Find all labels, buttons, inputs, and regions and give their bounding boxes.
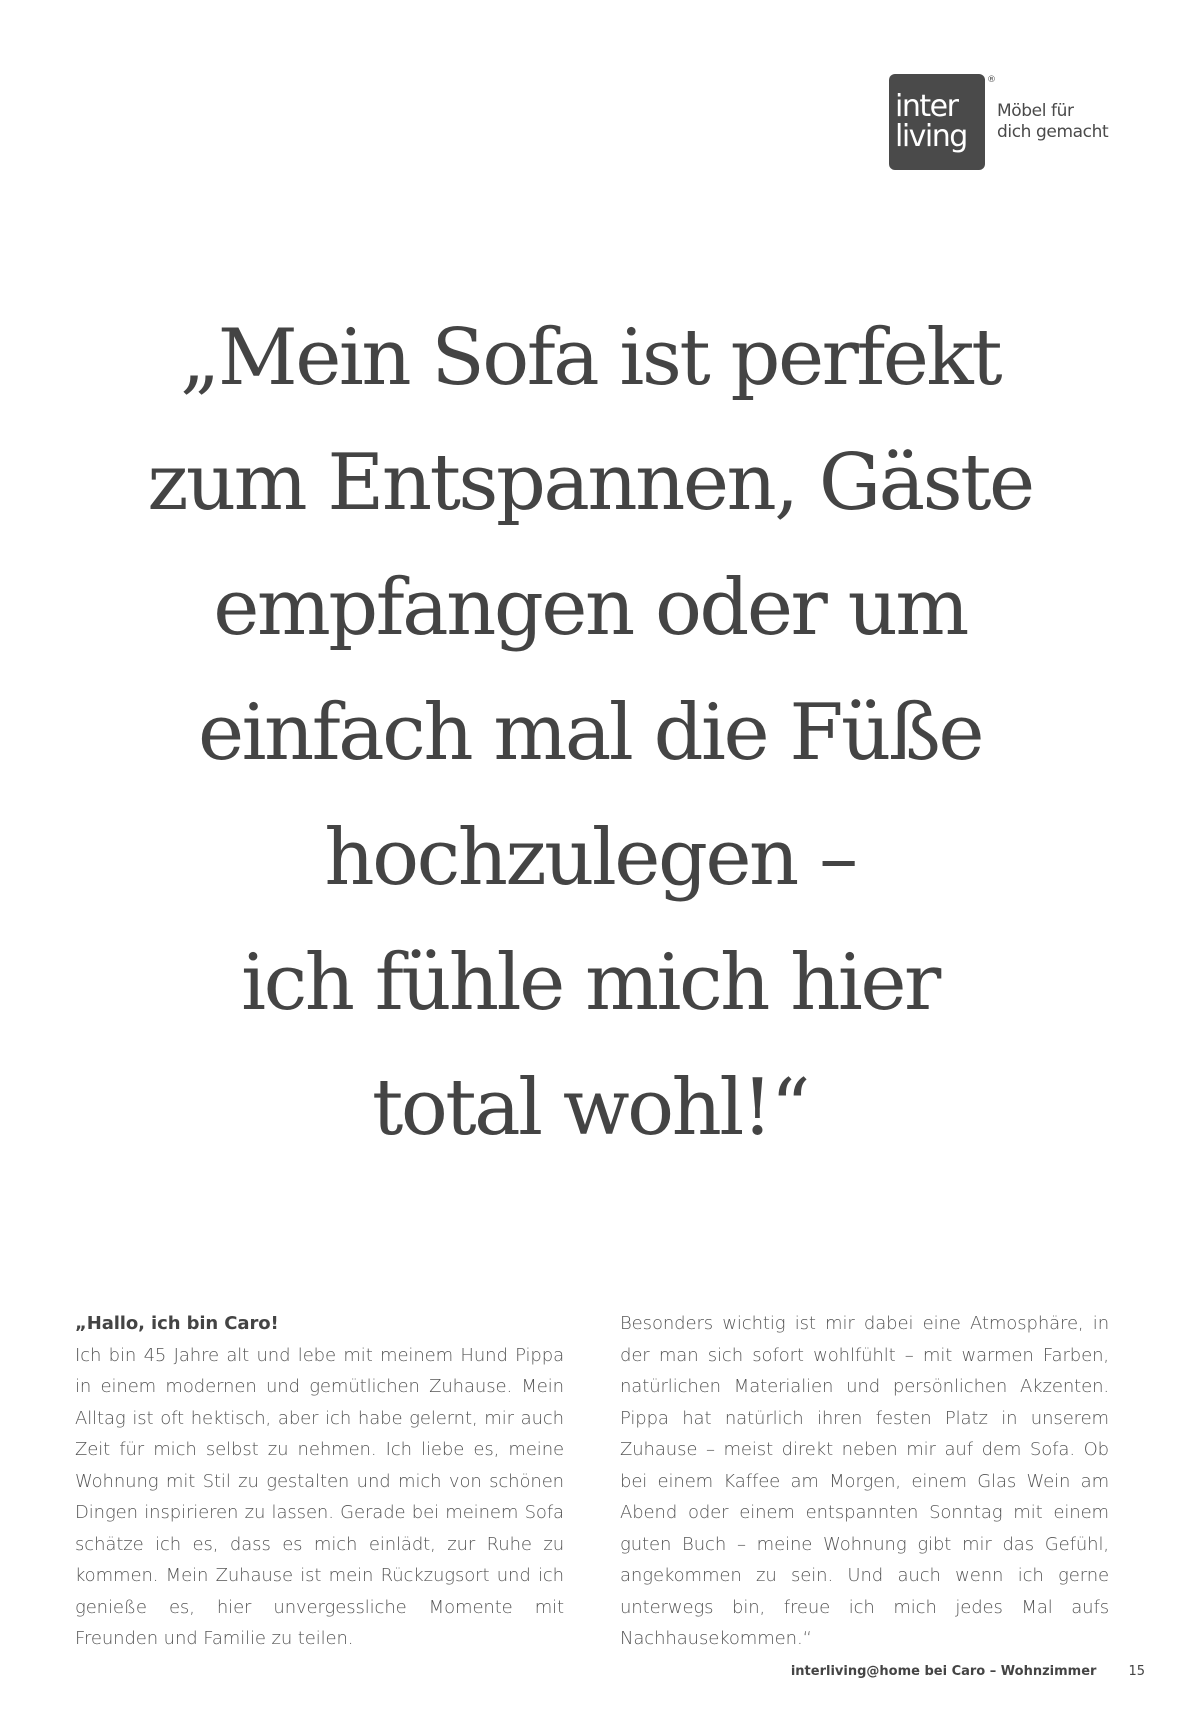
page-footer	[791, 1664, 1145, 1679]
quote-line: total wohl!“	[371, 1063, 809, 1153]
quote-line: zum Entspannen, Gäste	[147, 438, 1033, 528]
greeting-heading: „Hallo, ich bin Caro!	[75, 1313, 279, 1334]
logo-mark	[889, 74, 996, 170]
interliving-logo	[889, 74, 1108, 170]
logo-word-living: living	[895, 119, 967, 154]
pull-quote	[90, 296, 1090, 1171]
body-column-left	[75, 1308, 564, 1655]
quote-line: hochzulegen –	[324, 813, 856, 903]
logo-word-inter: inter	[895, 89, 958, 124]
body-text-right: Besonders wichtig ist mir dabei eine Atmosphäre, in der man sich sofort wohlfühlt – mit warmen Farben, natürlichen Materialien und persönlichen Akzenten. Pippa hat natürlich ihren festen Platz in unserem Zuhause – meist direkt neben mir auf dem Sofa. Ob bei einem Kaffee am Morgen, einem Glas Wein am Abend oder einem entspannten Sonntag mit einem guten Buch – meine Wohnung gibt mir das Gefühl, angekommen zu sein. Und auch wenn ich gerne unterwegs bin, freue ich mich jedes Mal aufs Nachhausekommen.“	[620, 1313, 1109, 1649]
quote-line: ich fühle mich hier	[241, 938, 939, 1028]
logo-tagline-line2: dich gemacht	[997, 122, 1109, 142]
footer-section-title: interliving@home bei Caro – Wohnzimmer	[790, 1664, 1097, 1679]
logo-tagline-line1: Möbel für	[997, 101, 1074, 121]
quote-line: einfach mal die Füße	[197, 688, 983, 778]
logo-tagline	[997, 101, 1108, 143]
body-column-right	[620, 1308, 1109, 1655]
body-text-left: Ich bin 45 Jahre alt und lebe mit meinem Hund Pippa in einem modernen und gemütlichen Zuhause. Mein Alltag ist oft hektisch, aber ich habe gelernt, mir auch Zeit für mich selbst zu nehmen. Ich liebe es, meine Wohnung mit Stil zu gestalten und mich von schönen Dingen inspirieren zu lassen. Gerade bei meinem Sofa schätze ich es, dass es mich einlädt, zur Ruhe zu kommen. Mein Zuhause ist mein Rückzugsort und ich genieße es, hier unvergessliche Momente mit Freunden und Familie zu teilen.	[75, 1344, 564, 1649]
registered-mark: ®	[987, 75, 996, 85]
quote-line: „Mein Sofa ist perfekt	[179, 313, 1001, 403]
quote-line: empfangen oder um	[213, 563, 967, 653]
page-number: 15	[1128, 1664, 1145, 1679]
